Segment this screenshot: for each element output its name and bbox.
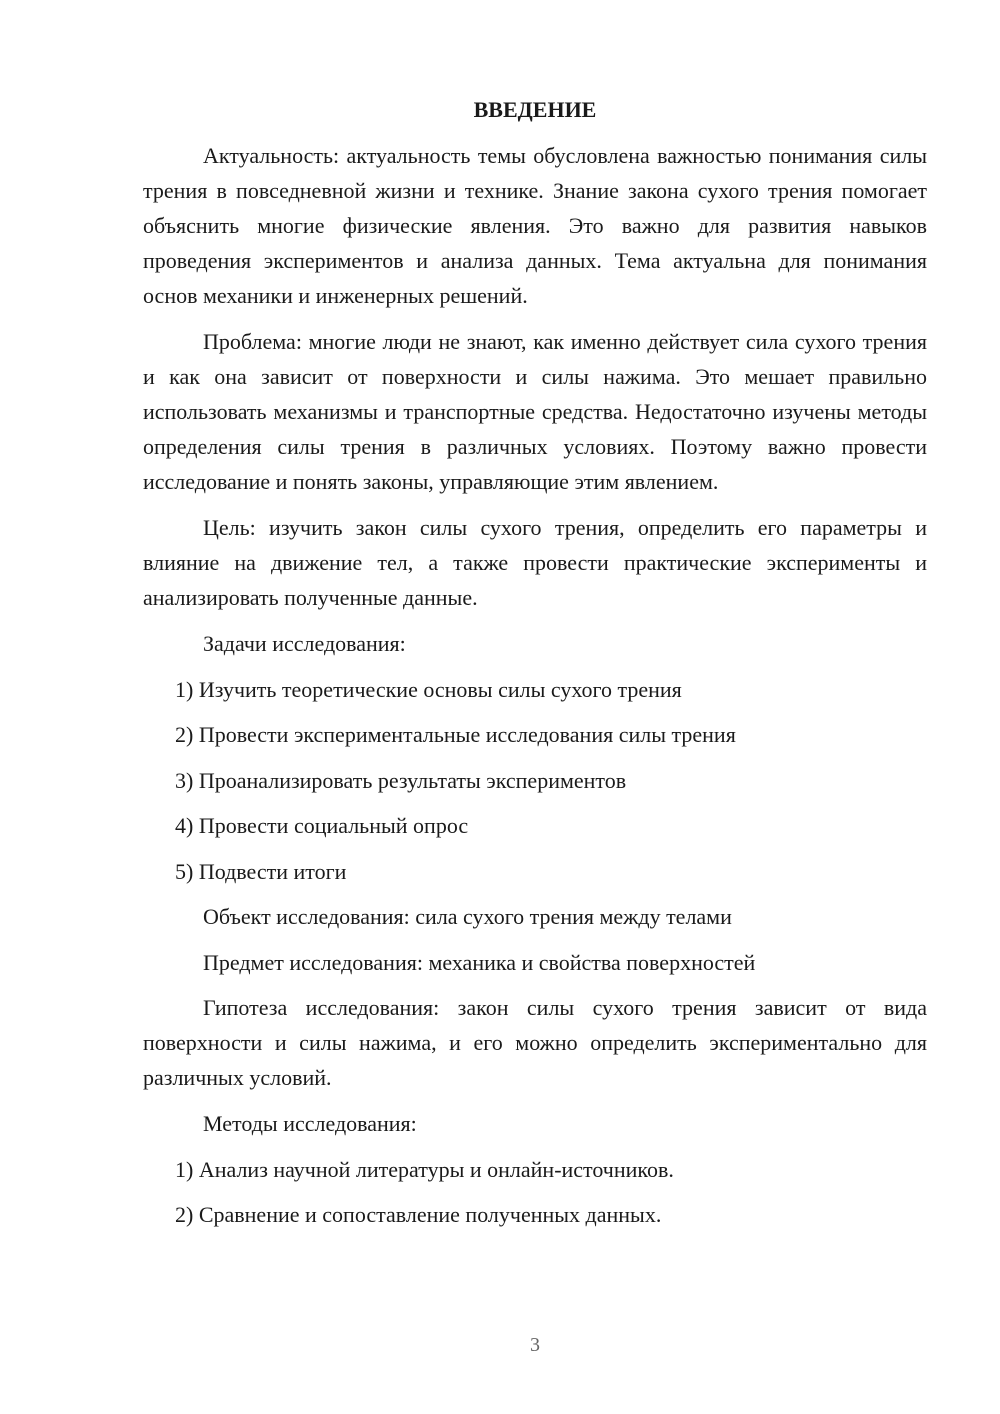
relevance-paragraph: Актуальность: актуальность темы обусловлена важностью понимания силы трения в повседневной жизни и технике. Знание закона сухого трения помогает объяснить многие физические явления. Это важно для развития навыков проведения экспериментов и анализа данных. Тема актуальна для понимания основ механики и инженерных решений. xyxy=(143,143,927,308)
task-item: 3) Проанализировать результаты экспериментов xyxy=(175,767,627,793)
task-item: 5) Подвести итоги xyxy=(175,858,347,884)
methods-heading: Методы исследования: xyxy=(203,1111,417,1136)
research-object: Объект исследования: сила сухого трения между телами xyxy=(203,904,732,929)
tasks-heading: Задачи исследования: xyxy=(203,631,406,656)
goal-paragraph: Цель: изучить закон силы сухого трения, определить его параметры и влияние на движение тел, а также провести практические эксперименты и анализировать полученные данные. xyxy=(143,515,927,610)
task-item: 2) Провести экспериментальные исследования силы трения xyxy=(175,722,736,747)
method-item: 2) Сравнение и сопоставление полученных данных. xyxy=(175,1202,662,1227)
research-subject: Предмет исследования: механика и свойства поверхностей xyxy=(203,949,756,975)
method-item: 1) Анализ научной литературы и онлайн-источников. xyxy=(175,1156,674,1182)
task-item: 4) Провести социальный опрос xyxy=(175,813,469,838)
page-content xyxy=(143,94,927,1243)
problem-paragraph: Проблема: многие люди не знают, как именно действует сила сухого трения и как она зависит от поверхности и силы нажима. Это мешает правильно использовать механизмы и транспортные средства. Недостаточно изучены методы определения силы трения в различных условиях. Поэтому важно провести исследование и понять законы, управляющие этим явлением. xyxy=(143,329,927,494)
hypothesis-paragraph: Гипотеза исследования: закон силы сухого трения зависит от вида поверхности и силы нажима, и его можно определить экспериментально для различных условий. xyxy=(143,995,927,1090)
task-item: 1) Изучить теоретические основы силы сухого трения xyxy=(175,676,682,702)
section-title: ВВЕДЕНИЕ xyxy=(473,97,597,122)
page-number: 3 xyxy=(530,1334,540,1356)
